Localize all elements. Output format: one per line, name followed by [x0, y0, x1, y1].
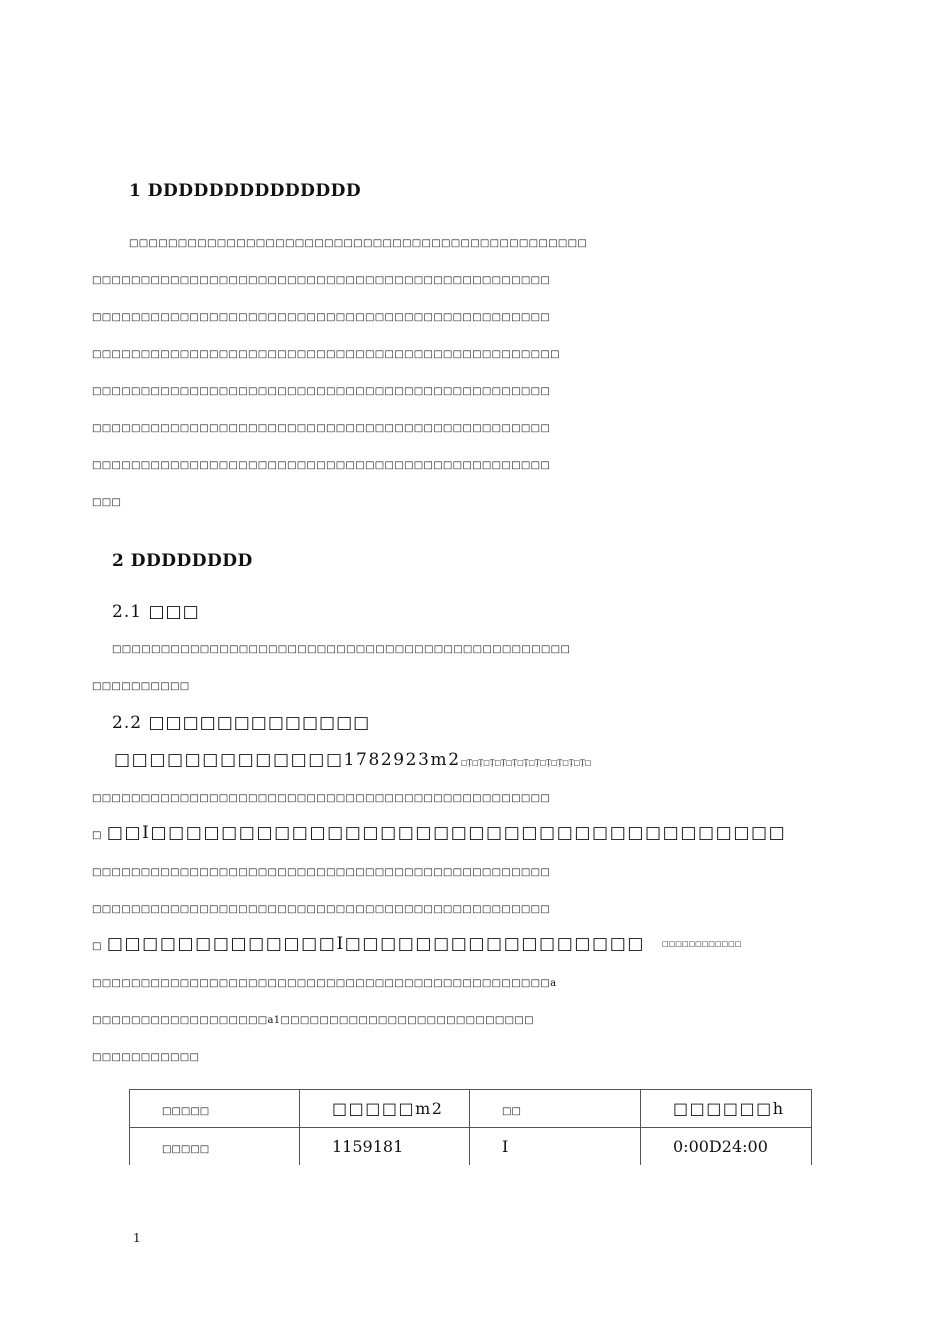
table-header-cell: □□□□□ — [130, 1090, 300, 1128]
section-2-heading: 2 DDDDDDDD — [112, 551, 253, 571]
table-row — [130, 1128, 812, 1166]
line-e-text: □□□□□□□□□□□□□I□□□□□□□□□□□□□□□□□ — [106, 934, 646, 954]
section-1-line-8: □□□ — [92, 497, 122, 508]
subsection-2-2-line-e — [92, 936, 645, 953]
section-1-line-7: □□□□□□□□□□□□□□□□□□□□□□□□□□□□□□□□□□□□□□□□□□□□□□□ — [92, 460, 551, 471]
subsection-2-2-line-h: □□□□□□□□□□□ — [92, 1052, 200, 1063]
table-header-cell: □□ — [470, 1090, 641, 1128]
subsection-2-2-line-g: □□□□□□□□□□□□□□□□□□a1□□□□□□□□□□□□□□□□□□□□□□□□□□ — [92, 1015, 534, 1026]
line-b-text: □□I□□□□□□□□□□□□□□□□□□□□□□□□□□□□□□□□□□□□ — [106, 823, 787, 843]
section-1-heading: 1 DDDDDDDDDDDDDD — [129, 181, 362, 201]
area-line-main: □□□□□□□□□□□□□1782923m2 — [114, 750, 461, 770]
subsection-2-1-line-1: □□□□□□□□□□□□□□□□□□□□□□□□□□□□□□□□□□□□□□□□□□□□□□□ — [112, 644, 571, 655]
subsection-2-2-line-f: □□□□□□□□□□□□□□□□□□□□□□□□□□□□□□□□□□□□□□□□□□□□□□□a — [92, 978, 557, 989]
table-cell: 1159181 — [300, 1128, 470, 1166]
table-cell: □□□□□ — [130, 1128, 300, 1166]
section-1-line-4: □□□□□□□□□□□□□□□□□□□□□□□□□□□□□□□□□□□□□□□□□□□□□□□□ — [92, 349, 560, 360]
section-1-line-1: □□□□□□□□□□□□□□□□□□□□□□□□□□□□□□□□□□□□□□□□□□□□□□□ — [129, 238, 588, 249]
line-b-mark: □ — [92, 830, 102, 841]
subsection-2-2-heading: 2.2 □□□□□□□□□□□□□ — [112, 713, 371, 733]
subsection-2-1-heading: 2.1 □□□ — [112, 602, 200, 622]
subsection-2-2-line-a: □□□□□□□□□□□□□□□□□□□□□□□□□□□□□□□□□□□□□□□□□□□□□□□ — [92, 793, 551, 804]
subsection-2-1-line-2: □□□□□□□□□□ — [92, 681, 190, 692]
section-1-line-3: □□□□□□□□□□□□□□□□□□□□□□□□□□□□□□□□□□□□□□□□□□□□□□□ — [92, 312, 551, 323]
area-line — [114, 752, 591, 769]
table-header-cell: □□□□□m2 — [300, 1090, 470, 1128]
section-1-line-2: □□□□□□□□□□□□□□□□□□□□□□□□□□□□□□□□□□□□□□□□□□□□□□□ — [92, 275, 551, 286]
line-e-tail: □□□□□□□□□□□□ — [662, 940, 742, 948]
table-cell: 0:00D24:00 — [641, 1128, 812, 1166]
table-header-row — [130, 1090, 812, 1128]
table-cell: I — [470, 1128, 641, 1166]
subsection-2-2-line-c: □□□□□□□□□□□□□□□□□□□□□□□□□□□□□□□□□□□□□□□□□□□□□□□ — [92, 867, 551, 878]
table-header-cell: □□□□□□h — [641, 1090, 812, 1128]
subsection-2-2-line-d: □□□□□□□□□□□□□□□□□□□□□□□□□□□□□□□□□□□□□□□□□□□□□□□ — [92, 904, 551, 915]
area-line-tail: □Ţ□Ţ□Ţ□Ţ□Ţ□Ţ□Ţ□Ţ□Ţ□Ţ□Ţ□ — [460, 759, 592, 767]
section-1-line-6: □□□□□□□□□□□□□□□□□□□□□□□□□□□□□□□□□□□□□□□□□□□□□□□ — [92, 423, 551, 434]
page-number: 1 — [133, 1231, 141, 1245]
subsection-2-2-line-b — [92, 825, 786, 842]
section-1-line-5: □□□□□□□□□□□□□□□□□□□□□□□□□□□□□□□□□□□□□□□□□□□□□□□ — [92, 386, 551, 397]
data-table — [129, 1089, 812, 1165]
line-e-mark: □ — [92, 941, 102, 952]
